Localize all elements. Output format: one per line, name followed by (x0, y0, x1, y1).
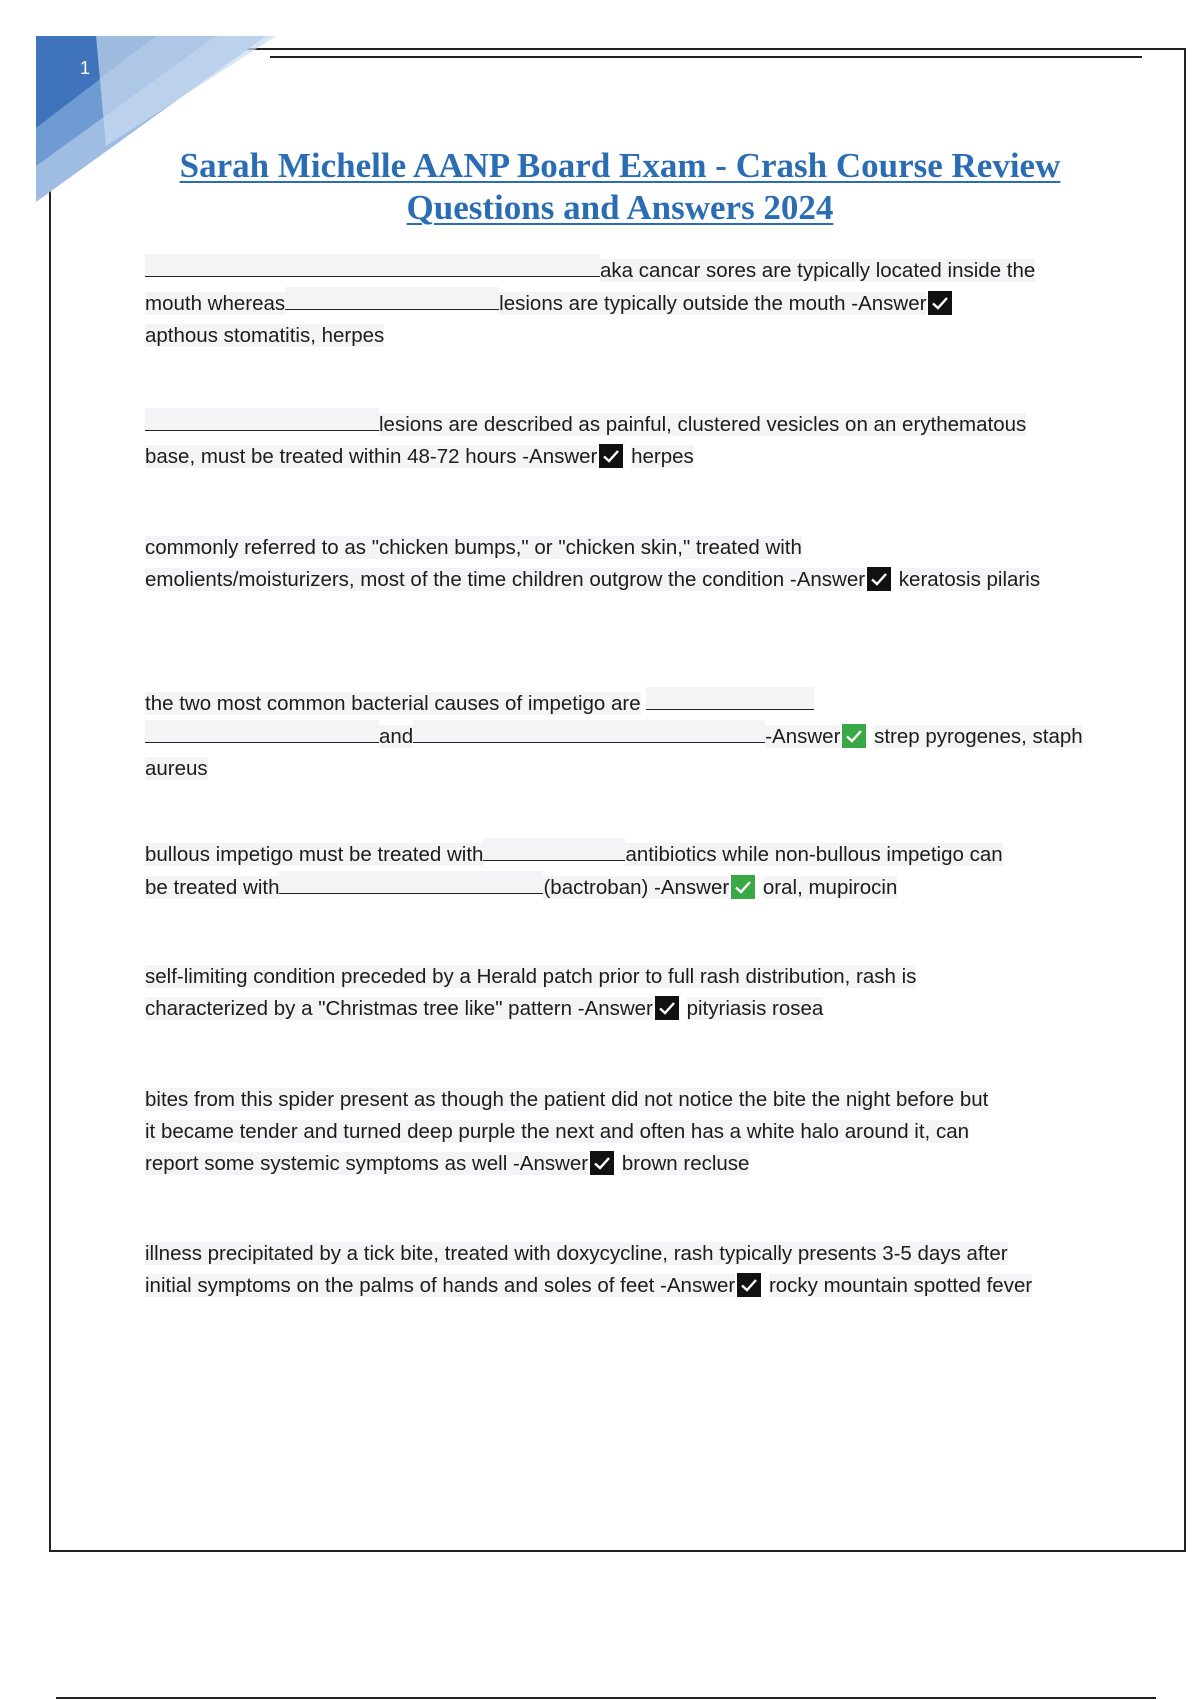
check-dark-icon (590, 1151, 614, 1175)
fill-blank (285, 287, 499, 310)
question-text: lesions are typically outside the mouth -Answer (499, 292, 927, 315)
check-green-icon (842, 724, 866, 748)
page-title (130, 145, 1110, 229)
qa-item-2 (145, 408, 1085, 473)
question-text: bites from this spider present as though the patient did not notice the bite the night before but (145, 1088, 989, 1111)
qa-item-1 (145, 254, 1085, 352)
title-line-2: Questions and Answers 2024 (406, 188, 834, 227)
question-text: emolients/moisturizers, most of the time children outgrow the condition -Answer (145, 568, 866, 591)
answer-text: apthous stomatitis, herpes (145, 324, 385, 347)
qa-item-5 (145, 838, 1085, 904)
title-line-1: Sarah Michelle AANP Board Exam - Crash Course Review (179, 146, 1061, 185)
fill-blank (145, 408, 379, 431)
answer-text: pityriasis rosea (686, 997, 824, 1020)
qa-item-4 (145, 687, 1085, 785)
question-text: be treated with (145, 876, 280, 899)
header-rule (270, 56, 1142, 58)
answer-text: herpes (631, 445, 694, 468)
question-text: aka cancar sores are typically located inside the (600, 259, 1036, 282)
check-dark-icon (655, 996, 679, 1020)
fill-blank (145, 254, 600, 277)
page-number: 1 (80, 58, 91, 78)
question-text: -Answer (765, 725, 841, 748)
question-text: it became tender and turned deep purple the next and often has a white halo around it, can (145, 1120, 969, 1143)
answer-text: keratosis pilaris (898, 568, 1041, 591)
qa-item-7 (145, 1084, 1085, 1180)
question-text: initial symptoms on the palms of hands and soles of feet -Answer (145, 1274, 736, 1297)
fill-blank (646, 687, 814, 710)
answer-text: rocky mountain spotted fever (768, 1274, 1033, 1297)
fill-blank (413, 720, 765, 743)
answer-text: brown recluse (621, 1152, 750, 1175)
qa-item-3 (145, 532, 1085, 596)
question-text: the two most common bacterial causes of impetigo are (145, 692, 641, 715)
question-text: and (379, 725, 414, 748)
qa-item-8 (145, 1238, 1085, 1302)
check-dark-icon (737, 1273, 761, 1297)
question-text: commonly referred to as "chicken bumps," or "chicken skin," treated with (145, 536, 802, 559)
footer-rule (56, 1697, 1156, 1699)
answer-text: strep pyrogenes, staph aureus (145, 725, 1083, 780)
check-green-icon (731, 875, 755, 899)
question-text: (bactroban) -Answer (543, 876, 730, 899)
question-text: bullous impetigo must be treated with (145, 843, 484, 866)
question-text: antibiotics while non-bullous impetigo can (625, 843, 1003, 866)
question-text: lesions are described as painful, clustered vesicles on an erythematous (379, 413, 1027, 436)
qa-item-6 (145, 961, 1085, 1025)
question-text: illness precipitated by a tick bite, treated with doxycycline, rash typically presents 3-5 days after (145, 1242, 1008, 1265)
answer-text: oral, mupirocin (762, 876, 898, 899)
fill-blank (145, 720, 379, 743)
check-dark-icon (928, 291, 952, 315)
check-dark-icon (867, 567, 891, 591)
check-dark-icon (599, 444, 623, 468)
question-text: mouth whereas (145, 292, 286, 315)
question-text: self-limiting condition preceded by a Herald patch prior to full rash distribution, rash is (145, 965, 917, 988)
question-text: base, must be treated within 48-72 hours -Answer (145, 445, 598, 468)
question-text: report some systemic symptoms as well -Answer (145, 1152, 589, 1175)
fill-blank (279, 871, 543, 894)
fill-blank (483, 838, 625, 861)
question-text: characterized by a "Christmas tree like" pattern -Answer (145, 997, 653, 1020)
